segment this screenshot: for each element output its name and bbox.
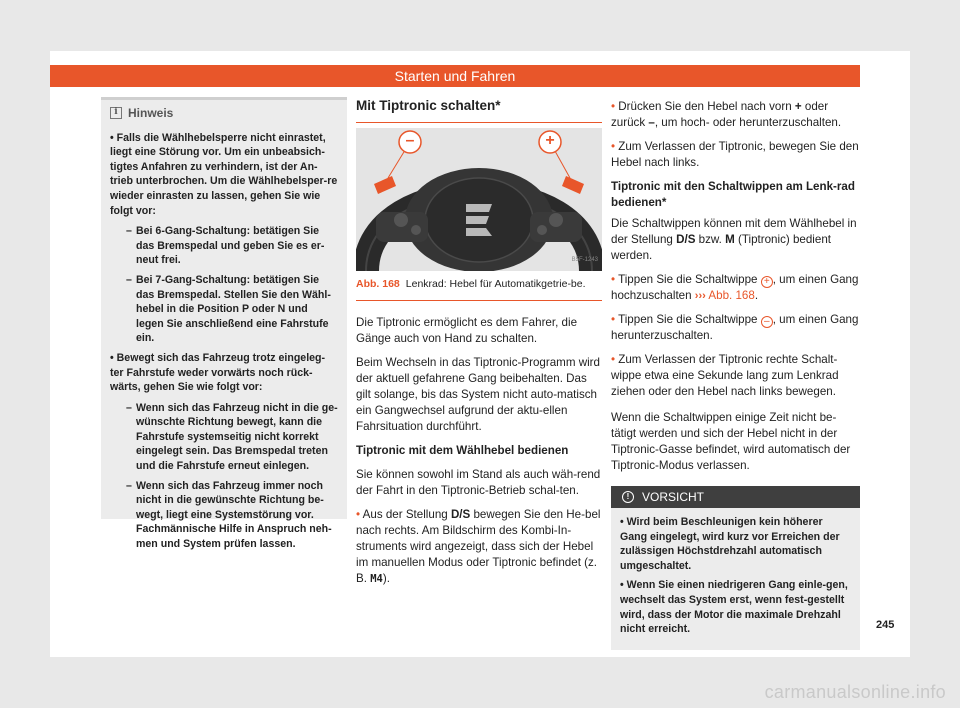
- vorsicht-box: [611, 486, 860, 650]
- vorsicht-item: • Wenn Sie einen niedrigeren Gang einle-gen, wechselt das System erst, wenn fest-gestellt wird, dass der Motor die maximale Drehzahl nicht erreicht.: [620, 578, 851, 636]
- gear-position: D/S: [676, 233, 696, 246]
- figure-code: B5F-1243: [571, 257, 598, 263]
- text: Tippen Sie die Schaltwippe: [618, 273, 761, 286]
- hinweis-subitem: – Wenn sich das Fahrzeug immer noch nicht in die gewünschte Richtung be-wegt, liegt eine Systemstörung vor. Fachmännische Hilfe in Anspruch neh-men und System prüfen lassen.: [110, 479, 338, 552]
- figure-caption-text: Lenkrad: Hebel für Automatikgetrie-be.: [405, 278, 586, 290]
- watermark: carmanualsonline.info: [764, 682, 946, 702]
- chapter-title: Starten und Fahren: [394, 68, 516, 84]
- text: (Tiptronic) bedient werden.: [611, 233, 831, 262]
- gear-position: M: [725, 233, 735, 246]
- vorsicht-title: VORSICHT: [642, 490, 705, 504]
- plus-callout: +: [545, 132, 555, 149]
- minus-sign: –: [648, 116, 655, 129]
- info-icon: i: [110, 107, 122, 119]
- hinweis-title: Hinweis: [128, 106, 174, 120]
- plus-sign: +: [794, 100, 802, 113]
- figure-label: Abb. 168: [356, 278, 400, 290]
- instruction-step: [611, 312, 860, 344]
- instruction-step: [611, 272, 860, 304]
- text: , um einen Gang hochzuschalten: [611, 273, 859, 302]
- hinweis-heading: [110, 106, 338, 121]
- vorsicht-item: • Wird beim Beschleunigen kein höherer Gang eingelegt, wird kurz vor Erreichen der zulässigen Höchstdrehzahl automatisch umgeschaltet.: [620, 515, 851, 573]
- hinweis-subitem: – Bei 6-Gang-Schaltung: betätigen Sie das Bremspedal und geben Sie es er-neut frei.: [110, 224, 338, 268]
- text: Drücken Sie den Hebel nach vorn: [618, 100, 795, 113]
- steering-wheel-figure: [356, 128, 602, 271]
- text: bzw.: [695, 233, 726, 246]
- subheading: Tiptronic mit dem Wählhebel bedienen: [356, 444, 569, 457]
- gear-position: D/S: [450, 508, 471, 521]
- steering-wheel-illustration: [356, 128, 602, 271]
- vorsicht-body: [611, 508, 860, 650]
- paragraph: [611, 216, 860, 264]
- text: bewegen Sie den He-bel nach rechts. Am Bildschirm des Kombi-In-struments wird angezeigt, dass sich der Hebel im manuellen Modus oder Tiptronic befindet (z. B.: [356, 508, 601, 585]
- paragraph: Wenn die Schaltwippen einige Zeit nicht be-tätigt werden und sich der Hebel nicht in der Tiptronic-Gasse befindet, wird automatisch der Tiptronic-Modus verlassen.: [611, 411, 851, 472]
- section-title: Mit Tiptronic schalten*: [356, 98, 602, 123]
- instruction-step: • Zum Verlassen der Tiptronic, bewegen Sie den Hebel nach links.: [611, 139, 860, 171]
- hinweis-box: [101, 97, 347, 551]
- plus-paddle-icon: +: [761, 276, 773, 288]
- text: .: [754, 289, 759, 302]
- hinweis-item: • Falls die Wählhebelsperre nicht einrastet, liegt eine Störung vor. Um ein unbeabsich-tigtes Anfahren zu verhindern, ist der An-trieb unterbrochen. Um die Wählhebelsper-re wieder einrasten zu lassen, gehen Sie wie folgt vor:: [110, 131, 338, 219]
- paragraph: Die Tiptronic ermöglicht es dem Fahrer, die Gänge auch von Hand zu schalten.: [356, 316, 578, 345]
- page-number: 245: [876, 619, 895, 631]
- reference-arrows: ›››: [694, 290, 706, 302]
- instruction-step: [356, 507, 602, 587]
- hinweis-item: • Bewegt sich das Fahrzeug trotz eingeleg-ter Fahrstufe weder vorwärts noch rück-wärts, gehen Sie wie folgt vor:: [110, 351, 338, 395]
- instruction-step: • Zum Verlassen der Tiptronic rechte Schalt-wippe etwa eine Sekunde lang zum Lenkrad ziehen oder den Hebel nach links bewegen.: [611, 352, 860, 400]
- minus-paddle-icon: –: [761, 316, 773, 328]
- text: oder zurück: [611, 100, 829, 129]
- text: , um hoch- oder herunterzuschalten.: [654, 116, 842, 129]
- hinweis-subitem: – Wenn sich das Fahrzeug nicht in die ge-wünschte Richtung bewegt, kann die Fahrstufe systemseitig nicht korrekt eingelegt sein. Das Bremspedal treten und die Fahrstufe erneut einlegen.: [110, 401, 338, 474]
- chapter-header: [50, 65, 860, 87]
- figure-caption: [356, 277, 602, 301]
- text: Aus der Stellung: [362, 508, 451, 521]
- subheading: Tiptronic mit den Schaltwippen am Lenk-rad bedienen*: [611, 180, 855, 209]
- paragraph: Beim Wechseln in das Tiptronic-Programm wird der aktuell gefahrene Gang beibehalten. Das gilt solange, bis das System nicht auto-matisch ein Gangwechsel aufgrund der aktu-ellen Fahrsituation durchführt.: [356, 356, 600, 433]
- display-code: M4: [370, 573, 383, 585]
- text: , um einen Gang herunterzuschalten.: [611, 313, 859, 342]
- minus-callout: –: [405, 132, 415, 149]
- paragraph: Sie können sowohl im Stand als auch wäh-rend der Fahrt in den Tiptronic-Betrieb schal-ten.: [356, 468, 601, 497]
- instruction-step: [611, 99, 860, 131]
- hinweis-subitem: – Bei 7-Gang-Schaltung: betätigen Sie das Bremspedal. Stellen Sie den Wähl-hebel in die Position P oder N und legen Sie anschließend eine Fahrstufe ein.: [110, 273, 338, 346]
- text: Die Schaltwippen können mit dem Wählhebel in der Stellung: [611, 217, 857, 246]
- warning-icon: !: [622, 491, 634, 503]
- right-column: [611, 99, 860, 650]
- text: Tippen Sie die Schaltwippe: [618, 313, 761, 326]
- figure-link[interactable]: Abb. 168: [708, 289, 755, 302]
- middle-column: [356, 98, 602, 595]
- vorsicht-header: [611, 486, 860, 508]
- text: ).: [382, 572, 390, 585]
